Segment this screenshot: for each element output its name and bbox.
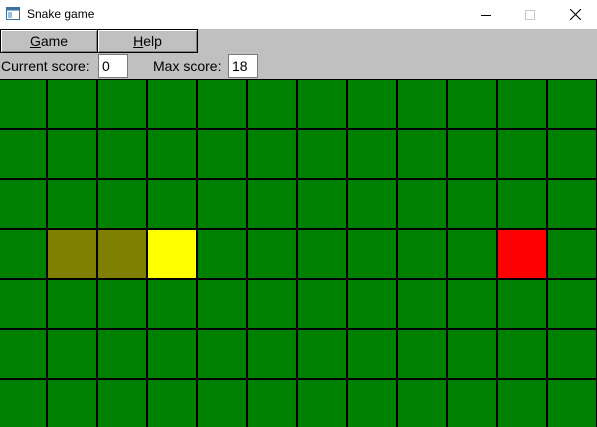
board-cell [398,330,446,378]
board-cell [398,380,446,427]
board-cell [348,80,396,128]
board-cell [498,280,546,328]
board-cell [98,130,146,178]
board-cell [148,330,196,378]
board-cell [448,80,496,128]
help-menu-button[interactable]: Help [97,29,198,53]
board-cell [548,230,596,278]
board-cell [0,280,46,328]
game-menu-button[interactable]: Game [0,29,98,53]
board-cell [398,230,446,278]
board-cell [98,180,146,228]
board-cell [548,380,596,427]
board-cell [448,180,496,228]
board-cell [198,380,246,427]
board-cell [298,380,346,427]
board-cell [298,130,346,178]
board-cell [398,130,446,178]
board-cell [498,330,546,378]
current-score-label: Current score: [1,58,90,74]
close-button[interactable] [552,0,597,29]
max-score-field[interactable]: 18 [228,54,258,78]
board-cell [98,280,146,328]
board-cell [98,380,146,427]
board-cell [348,130,396,178]
board-cell [148,180,196,228]
board-cell [248,380,296,427]
board-cell [548,80,596,128]
board-cell [148,80,196,128]
board-cell [298,280,346,328]
app-icon [6,7,20,20]
minimize-icon [481,10,491,20]
board-cell [98,80,146,128]
menu-bar [0,29,597,79]
board-cell [448,280,496,328]
board-cell [348,330,396,378]
board-cell [448,130,496,178]
board-cell [0,230,46,278]
board-cell [448,230,496,278]
board-cell [248,330,296,378]
maximize-button[interactable] [507,0,553,29]
board-cell [448,380,496,427]
board-cell [298,230,346,278]
board-cell [198,230,246,278]
board-cell [98,330,146,378]
board-cell [48,80,96,128]
board-cell [148,130,196,178]
snake-body-segment [48,230,96,278]
board-cell [48,380,96,427]
current-score-field[interactable]: 0 [98,54,128,78]
board-cell [298,80,346,128]
board-cell [198,330,246,378]
maximize-icon [525,10,535,20]
board-cell [48,330,96,378]
board-cell [348,280,396,328]
snake-body-segment [98,230,146,278]
board-cell [198,180,246,228]
board-cell [248,180,296,228]
board-cell [48,280,96,328]
board-cell [348,380,396,427]
board-cell [398,80,446,128]
game-board[interactable] [0,79,597,427]
board-cell [148,380,196,427]
board-cell [0,180,46,228]
board-cell [498,130,546,178]
board-cell [398,180,446,228]
board-cell [298,180,346,228]
minimize-button[interactable] [463,0,509,29]
board-cell [0,330,46,378]
board-cell [548,130,596,178]
title-bar[interactable] [0,0,597,29]
board-cell [248,80,296,128]
board-cell [0,80,46,128]
board-cell [248,280,296,328]
food-item [498,230,546,278]
board-cell [48,180,96,228]
board-cell [198,80,246,128]
board-cell [548,330,596,378]
board-cell [448,330,496,378]
board-cell [548,280,596,328]
board-cell [348,180,396,228]
board-cell [148,280,196,328]
board-cell [348,230,396,278]
board-cell [248,230,296,278]
board-cell [248,130,296,178]
snake-head [148,230,196,278]
board-cell [198,280,246,328]
board-cell [398,280,446,328]
board-cell [498,180,546,228]
board-cell [0,380,46,427]
board-cell [198,130,246,178]
board-cell [548,180,596,228]
close-icon [570,9,581,20]
window-title: Snake game [27,7,95,21]
board-cell [298,330,346,378]
board-cell [0,130,46,178]
board-cell [498,80,546,128]
board-cell [498,380,546,427]
board-cell [48,130,96,178]
max-score-label: Max score: [153,58,222,74]
